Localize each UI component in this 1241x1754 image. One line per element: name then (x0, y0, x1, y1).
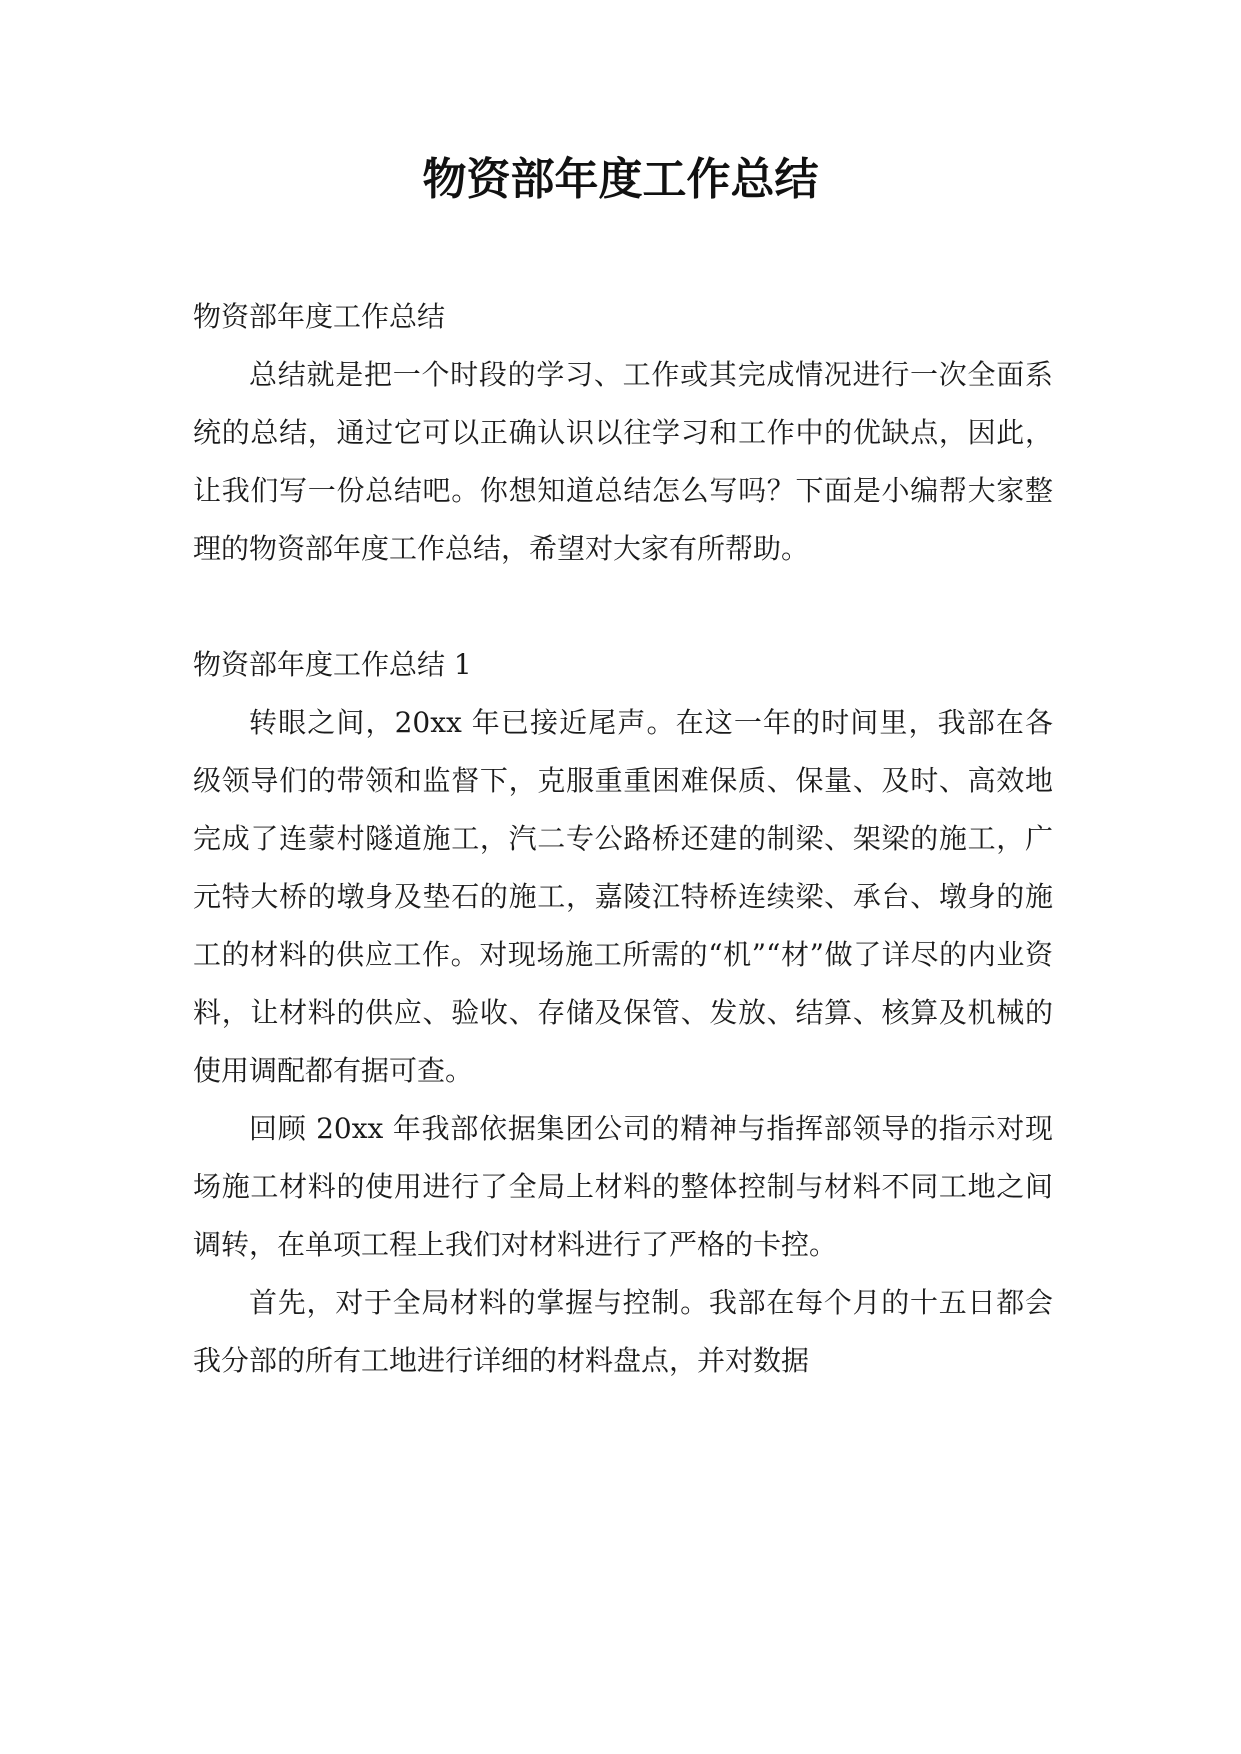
body-paragraph: 回顾 20xx 年我部依据集团公司的精神与指挥部领导的指示对现场施工材料的使用进行了全局上材料的整体控制与材料不同工地之间调转，在单项工程上我们对材料进行了严格的卡控。 (193, 1112, 1053, 1261)
intro-paragraph: 总结就是把一个时段的学习、工作或其完成情况进行一次全面系统的总结，通过它可以正确认识以往学习和工作中的优缺点，因此，让我们写一份总结吧。你想知道总结怎么写吗？下面是小编帮大家整理的物资部年度工作总结，希望对大家有所帮助。 (193, 358, 1053, 565)
body-paragraph: 转眼之间，20xx 年已接近尾声。在这一年的时间里，我部在各级领导们的带领和监督下，克服重重困难保质、保量、及时、高效地完成了连蒙村隧道施工，汽二专公路桥还建的制梁、架梁的施工，广元特大桥的墩身及垫石的施工，嘉陵江特桥连续梁、承台、墩身的施工的材料的供应工作。对现场施工所需的“机”“材”做了详尽的内业资料，让材料的供应、验收、存储及保管、发放、结算、核算及机械的使用调配都有据可查。 (193, 706, 1053, 1087)
section-heading: 物资部年度工作总结 1 (193, 648, 472, 681)
body-paragraph: 首先，对于全局材料的掌握与控制。我部在每个月的十五日都会我分部的所有工地进行详细的材料盘点，并对数据 (193, 1286, 1053, 1377)
document-body (193, 288, 1053, 1390)
document-title: 物资部年度工作总结 (422, 154, 819, 205)
subtitle-line: 物资部年度工作总结 (193, 300, 446, 333)
section-spacer (193, 578, 1053, 636)
